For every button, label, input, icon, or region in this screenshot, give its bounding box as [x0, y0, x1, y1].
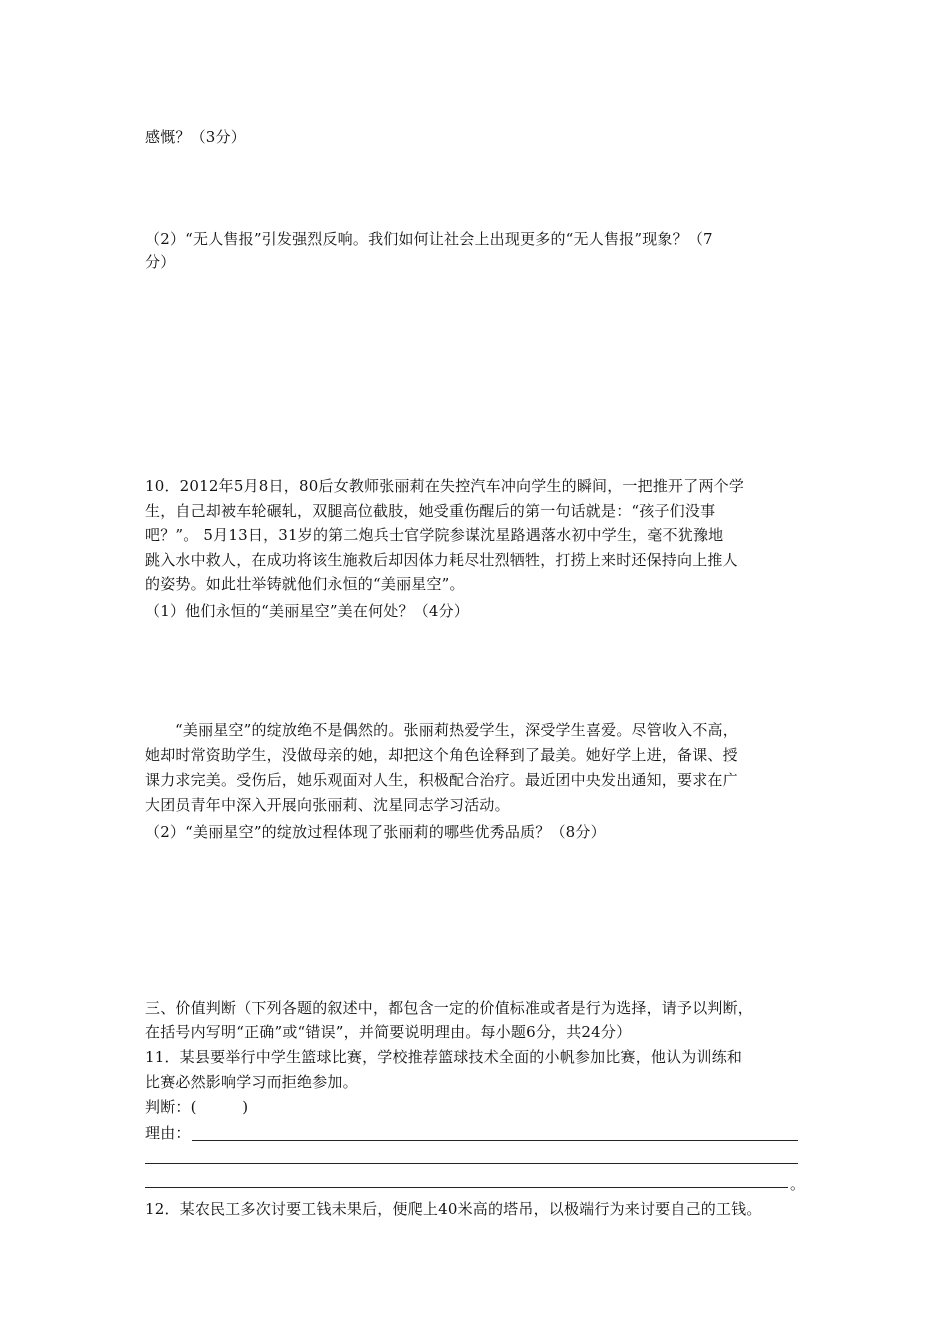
q11-line1: 11．某县要举行中学生篮球比赛，学校推荐篮球技术全面的小帆参加比赛，他认为训练和: [145, 1048, 743, 1066]
q9-line-a: 感慨？（3分）: [145, 128, 246, 146]
section3-header-line2: 在括号内写明“正确”或“错误”，并简要说明理由。每小题6分，共24分）: [145, 1023, 632, 1041]
q12-line1: 12．某农民工多次讨要工钱未果后，便爬上40米高的塔吊，以极端行为来讨要自己的工钱。: [145, 1200, 762, 1218]
q10-sub2: （2）“美丽星空”的绽放过程体现了张丽莉的哪些优秀品质？（8分）: [145, 823, 606, 841]
answer-end-period: 。: [790, 1175, 806, 1193]
answer-line-1[interactable]: [192, 1140, 798, 1141]
q11-reason-label: 理由：: [145, 1124, 191, 1142]
answer-line-2[interactable]: [145, 1163, 798, 1164]
q10-p2-line2: 她却时常资助学生，没做母亲的她，却把这个角色诠释到了最美。她好学上进，备课、授: [145, 746, 738, 764]
q9-sub2-line2: 分）: [145, 253, 176, 271]
q10-p2-line3: 课力求完美。受伤后，她乐观面对人生，积极配合治疗。最近团中央发出通知，要求在广: [145, 771, 738, 789]
q10-p1-line3: 吧？”。 5月13日，31岁的第二炮兵士官学院参谋沈星路遇落水初中学生，毫不犹豫地: [145, 526, 724, 544]
q10-p1-line5: 的姿势。如此壮举铸就他们永恒的“美丽星空”。: [145, 575, 465, 593]
q11-judge-label: 判断：( ): [145, 1098, 249, 1116]
section3-header-line1: 三、价值判断（下列各题的叙述中，都包含一定的价值标准或者是行为选择，请予以判断，: [145, 999, 754, 1017]
q11-line2: 比赛必然影响学习而拒绝参加。: [145, 1073, 358, 1091]
q10-p1-line2: 生，自己却被车轮碾轧，双腿高位截肢，她受重伤醒后的第一句话就是：“孩子们没事: [145, 502, 716, 520]
q9-sub2-line1: （2）“无人售报”引发强烈反响。我们如何让社会上出现更多的“无人售报”现象？（7: [145, 230, 713, 248]
q10-p2-line1: “美丽星空”的绽放绝不是偶然的。张丽莉热爱学生，深受学生喜爱。尽管收入不高，: [175, 721, 738, 739]
q10-sub1: （1）他们永恒的“美丽星空”美在何处？（4分）: [145, 602, 470, 620]
q10-p2-line4: 大团员青年中深入开展向张丽莉、沈星同志学习活动。: [145, 796, 510, 814]
q10-p1-line4: 跳入水中救人，在成功将该生施救后却因体力耗尽壮烈牺牲，打捞上来时还保持向上推人: [145, 551, 738, 569]
answer-line-3[interactable]: [145, 1187, 788, 1188]
q10-p1-line1: 10．2012年5月8日，80后女教师张丽莉在失控汽车冲向学生的瞬间，一把推开了两个学: [145, 477, 745, 495]
